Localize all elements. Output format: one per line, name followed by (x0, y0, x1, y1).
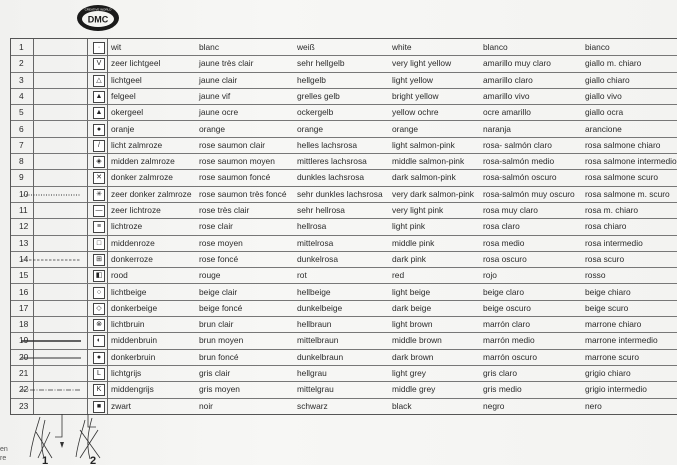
italian-name: rosa salmone m. scuro (585, 188, 670, 199)
chart-symbol-icon: ◈ (93, 156, 105, 168)
table-row (11, 332, 677, 349)
margin-fragment: en (0, 446, 8, 453)
french-name: brun moyen (199, 335, 244, 346)
legend-label-2: 2 (90, 455, 97, 465)
italian-name: rosso (585, 270, 606, 281)
dutch-name: middengrijs (111, 384, 154, 395)
column-divider (107, 72, 108, 88)
spanish-name: rosa-salmón muy oscuro (483, 188, 575, 199)
spanish-name: beige oscuro (483, 302, 531, 313)
chart-symbol-icon: ▲ (93, 91, 105, 103)
english-name: very light yellow (392, 58, 452, 69)
row-number: 17 (19, 302, 29, 313)
column-divider (87, 202, 88, 218)
margin-fragment: re (0, 455, 7, 462)
english-name: dark brown (392, 351, 434, 362)
french-name: rose saumon moyen (199, 156, 275, 167)
german-name: sehr dunkles lachsrosa (297, 188, 383, 199)
english-name: middle pink (392, 237, 435, 248)
french-name: rouge (199, 270, 221, 281)
legend-label-1: 1 (42, 455, 49, 465)
column-divider (87, 349, 88, 365)
dutch-name: donker zalmroze (111, 172, 173, 183)
column-divider (87, 218, 88, 234)
table-row (11, 153, 677, 170)
spanish-name: rosa-salmón oscuro (483, 172, 557, 183)
table-row (11, 169, 677, 186)
french-name: jaune clair (199, 74, 238, 85)
column-divider (107, 137, 108, 153)
french-name: jaune très clair (199, 58, 254, 69)
english-name: dark pink (392, 253, 426, 264)
chart-symbol-icon: ◧ (93, 270, 105, 282)
column-divider (87, 137, 88, 153)
column-divider (107, 316, 108, 332)
chart-symbol-icon: □ (93, 238, 105, 250)
column-divider (107, 153, 108, 169)
french-name: rose moyen (199, 237, 243, 248)
english-name: dark salmon-pink (392, 172, 456, 183)
spanish-name: rojo (483, 270, 497, 281)
column-divider (87, 300, 88, 316)
italian-name: grigio intermedio (585, 384, 647, 395)
french-name: rose saumon foncé (199, 172, 271, 183)
table-row (11, 218, 677, 235)
column-divider (107, 169, 108, 185)
french-name: brun foncé (199, 351, 239, 362)
german-name: schwarz (297, 400, 328, 411)
italian-name: nero (585, 400, 602, 411)
italian-name: rosa salmone chiaro (585, 139, 661, 150)
french-name: beige clair (199, 286, 238, 297)
column-divider (87, 153, 88, 169)
dutch-name: zwart (111, 400, 132, 411)
chart-symbol-icon: ◇ (93, 303, 105, 315)
table-row (11, 381, 677, 398)
german-name: sehr hellrosa (297, 205, 345, 215)
column-divider (107, 218, 108, 234)
column-divider (87, 104, 88, 120)
english-name: dark beige (392, 302, 432, 313)
french-name: noir (199, 400, 213, 411)
dutch-name: wit (111, 42, 122, 52)
table-row (11, 88, 677, 105)
spanish-name: marrón claro (483, 319, 531, 330)
italian-name: marrone intermedio (585, 335, 658, 346)
backstitch-line-sample (21, 258, 81, 262)
color-key-table (10, 38, 677, 415)
spanish-name: gris claro (483, 368, 517, 378)
english-name: orange (392, 123, 419, 134)
spanish-name: amarillo claro (483, 74, 533, 85)
german-name: hellbeige (297, 286, 331, 297)
column-divider (107, 300, 108, 316)
german-name: mittelbraun (297, 335, 339, 346)
row-number: 18 (19, 319, 29, 330)
logo-subtext: CREATIVE WORLD (84, 7, 112, 12)
backstitch-line-sample (21, 388, 81, 392)
row-number: 11 (19, 205, 28, 215)
italian-name: rosa scuro (585, 253, 625, 264)
italian-name: grigio chiaro (585, 368, 631, 378)
dutch-name: lichtbruin (111, 319, 145, 330)
dutch-name: middenroze (111, 237, 155, 248)
chart-symbol-icon: ▲ (93, 107, 105, 119)
chart-symbol-icon: V (93, 58, 105, 70)
table-row (11, 55, 677, 72)
spanish-name: amarillo vivo (483, 90, 530, 101)
italian-name: bianco (585, 42, 610, 52)
german-name: rot (297, 270, 307, 281)
backstitch-line-sample (21, 193, 81, 197)
column-divider (87, 267, 88, 283)
italian-name: marrone chiaro (585, 319, 642, 330)
german-name: hellgelb (297, 74, 326, 85)
german-name: dunkelrosa (297, 253, 338, 264)
dutch-name: lichtgeel (111, 74, 142, 85)
column-divider (87, 235, 88, 251)
spanish-name: rosa-salmón medio (483, 156, 555, 167)
spanish-name: negro (483, 400, 505, 411)
column-divider (107, 251, 108, 267)
table-row (11, 104, 677, 121)
column-divider (107, 104, 108, 120)
chart-symbol-icon: ■ (93, 401, 105, 413)
french-name: rose saumon très foncé (199, 188, 287, 199)
english-name: white (392, 42, 412, 52)
row-number: 10 (19, 188, 29, 199)
row-number: 20 (19, 351, 29, 362)
row-number: 1 (19, 42, 24, 52)
italian-name: rosa salmone intermedio (585, 156, 677, 167)
chart-symbol-icon: ✳ (93, 189, 105, 201)
chart-symbol-icon: ● (93, 124, 105, 136)
italian-name: rosa salmone scuro (585, 172, 659, 183)
row-number: 16 (19, 286, 29, 297)
french-name: gris clair (199, 368, 231, 378)
french-name: rose saumon clair (199, 139, 266, 150)
chart-symbol-icon: — (93, 205, 105, 217)
italian-name: giallo vivo (585, 90, 622, 101)
english-name: light brown (392, 319, 433, 330)
column-divider (87, 284, 88, 300)
dutch-name: rood (111, 270, 128, 281)
spanish-name: rosa claro (483, 221, 520, 232)
english-name: light beige (392, 286, 431, 297)
row-number: 6 (19, 123, 24, 134)
german-name: mittleres lachsrosa (297, 156, 367, 167)
italian-name: beige chiaro (585, 286, 631, 297)
column-divider (107, 39, 108, 55)
row-number: 23 (19, 400, 29, 411)
dutch-name: lichtroze (111, 221, 143, 232)
italian-name: giallo chiaro (585, 74, 630, 85)
table-row (11, 202, 677, 219)
column-divider (87, 381, 88, 397)
column-divider (107, 332, 108, 348)
chart-symbol-icon: K (93, 384, 105, 396)
spanish-name: naranja (483, 123, 511, 134)
french-name: jaune ocre (199, 107, 239, 118)
italian-name: rosa intermedio (585, 237, 643, 248)
italian-name: giallo ocra (585, 107, 624, 118)
column-divider (87, 39, 88, 55)
dutch-name: lichtgrijs (111, 368, 142, 378)
column-divider (107, 55, 108, 71)
dutch-name: donkerbeige (111, 302, 158, 313)
german-name: grelles gelb (297, 90, 340, 101)
row-number: 22 (19, 384, 29, 395)
row-number: 19 (19, 335, 29, 346)
row-number: 8 (19, 156, 24, 167)
chart-symbol-icon: ✕ (93, 172, 105, 184)
table-row (11, 300, 677, 317)
column-divider (87, 55, 88, 71)
spanish-name: rosa muy claro (483, 205, 538, 215)
table-row (11, 267, 677, 284)
dutch-name: zeer lichtroze (111, 205, 161, 215)
german-name: orange (297, 123, 324, 134)
german-name: mittelrosa (297, 237, 334, 248)
italian-name: beige scuro (585, 302, 629, 313)
german-name: hellbraun (297, 319, 332, 330)
table-row (11, 137, 677, 154)
column-divider (87, 121, 88, 137)
row-number: 15 (19, 270, 29, 281)
table-row (11, 72, 677, 89)
spanish-name: marrón oscuro (483, 351, 537, 362)
french-name: beige foncé (199, 302, 243, 313)
column-divider (87, 186, 88, 202)
spanish-name: gris medio (483, 384, 522, 395)
column-divider (87, 72, 88, 88)
french-name: gris moyen (199, 384, 240, 395)
english-name: middle salmon-pink (392, 156, 465, 167)
german-name: dunkelbeige (297, 302, 343, 313)
row-number: 3 (19, 74, 24, 85)
english-name: bright yellow (392, 90, 439, 101)
column-divider (107, 88, 108, 104)
column-divider (107, 121, 108, 137)
chart-symbol-icon: ≡ (93, 221, 105, 233)
dutch-name: middenbruin (111, 335, 158, 346)
german-name: ockergelb (297, 107, 334, 118)
column-divider (107, 381, 108, 397)
english-name: very light pink (392, 205, 444, 215)
english-name: light salmon-pink (392, 139, 455, 150)
italian-name: rosa chiaro (585, 221, 627, 232)
dutch-name: donkerroze (111, 253, 153, 264)
dutch-name: oranje (111, 123, 135, 134)
backstitch-line-sample (21, 339, 81, 343)
chart-symbol-icon: △ (93, 75, 105, 87)
table-row (11, 284, 677, 301)
spanish-name: rosa oscuro (483, 253, 527, 264)
spanish-name: amarillo muy claro (483, 58, 551, 69)
chart-symbol-icon: · (93, 42, 105, 54)
german-name: mittelgrau (297, 384, 334, 395)
dutch-name: okergeel (111, 107, 144, 118)
column-divider (107, 202, 108, 218)
backstitch-line-sample (21, 356, 81, 360)
table-row (11, 235, 677, 252)
spanish-name: beige claro (483, 286, 524, 297)
chart-symbol-icon: ◐ (93, 335, 105, 347)
table-row (11, 39, 677, 56)
english-name: very dark salmon-pink (392, 188, 474, 199)
logo-text: DMC (87, 14, 109, 25)
spanish-name: blanco (483, 42, 508, 52)
dutch-name: licht zalmroze (111, 139, 163, 150)
table-row (11, 186, 677, 203)
column-divider (87, 88, 88, 104)
column-divider (107, 235, 108, 251)
dutch-name: donkerbruin (111, 351, 156, 362)
english-name: middle grey (392, 384, 436, 395)
italian-name: arancione (585, 123, 622, 134)
dutch-name: zeer donker zalmroze (111, 188, 192, 199)
chart-symbol-icon: ○ (93, 287, 105, 299)
row-number: 21 (19, 368, 29, 378)
column-divider (87, 316, 88, 332)
french-name: rose foncé (199, 253, 239, 264)
german-name: sehr hellgelb (297, 58, 345, 69)
german-name: dunkles lachsrosa (297, 172, 365, 183)
row-number: 13 (19, 237, 29, 248)
row-number: 9 (19, 172, 24, 183)
spanish-name: ocre amarillo (483, 107, 531, 118)
table-row (11, 349, 677, 366)
dutch-name: felgeel (111, 90, 136, 101)
dutch-name: midden zalmroze (111, 156, 175, 167)
english-name: light yellow (392, 74, 433, 85)
spanish-name: rosa medio (483, 237, 525, 248)
spanish-name: marrón medio (483, 335, 535, 346)
italian-name: giallo m. chiaro (585, 58, 642, 69)
english-name: middle brown (392, 335, 442, 346)
german-name: dunkelbraun (297, 351, 344, 362)
table-row (11, 316, 677, 333)
english-name: black (392, 400, 412, 411)
french-name: brun clair (199, 319, 234, 330)
table-row (11, 365, 677, 382)
dmc-logo (76, 4, 120, 32)
chart-symbol-icon: ● (93, 352, 105, 364)
row-number: 12 (19, 221, 29, 232)
row-number: 2 (19, 58, 24, 69)
row-number: 5 (19, 107, 24, 118)
column-divider (87, 365, 88, 381)
dutch-name: lichtbeige (111, 286, 147, 297)
chart-symbol-icon: ⊗ (93, 319, 105, 331)
english-name: red (392, 270, 405, 281)
french-name: rose très clair (199, 205, 250, 215)
column-divider (107, 186, 108, 202)
english-name: yellow ochre (392, 107, 439, 118)
english-name: light grey (392, 368, 426, 378)
stitch-diagram (0, 412, 140, 465)
german-name: weiß (297, 42, 315, 52)
row-number: 14 (19, 253, 29, 264)
italian-name: marrone scuro (585, 351, 639, 362)
dutch-name: zeer lichtgeel (111, 58, 161, 69)
english-name: light pink (392, 221, 426, 232)
column-divider (107, 284, 108, 300)
french-name: blanc (199, 42, 220, 52)
column-divider (87, 169, 88, 185)
column-divider (107, 365, 108, 381)
table-row (11, 251, 677, 268)
column-divider (87, 251, 88, 267)
italian-name: rosa m. chiaro (585, 205, 639, 215)
column-divider (107, 349, 108, 365)
row-number: 4 (19, 90, 24, 101)
french-name: jaune vif (199, 90, 231, 101)
chart-symbol-icon: / (93, 140, 105, 152)
spanish-name: rosa- salmón claro (483, 139, 552, 150)
column-divider (87, 332, 88, 348)
french-name: orange (199, 123, 226, 134)
german-name: hellrosa (297, 221, 327, 232)
row-number: 7 (19, 139, 24, 150)
chart-symbol-icon: L (93, 368, 105, 380)
column-divider (107, 267, 108, 283)
german-name: helles lachsrosa (297, 139, 358, 150)
french-name: rose clair (199, 221, 233, 232)
table-row (11, 121, 677, 138)
chart-symbol-icon: ⊞ (93, 254, 105, 266)
german-name: hellgrau (297, 368, 327, 378)
